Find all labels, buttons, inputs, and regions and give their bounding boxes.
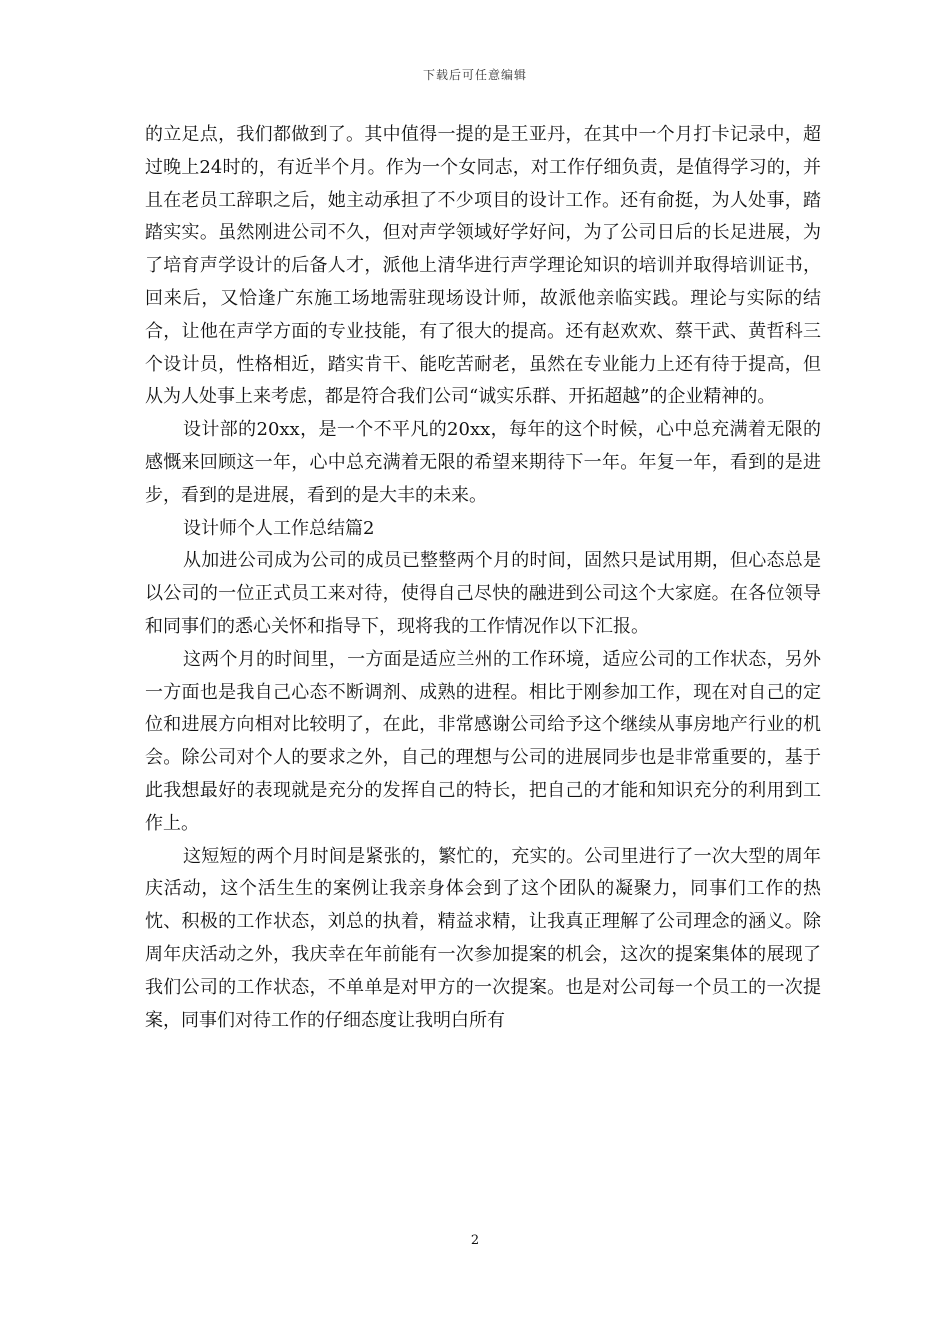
document-body [145,119,821,1037]
page-header: 下载后可任意编辑 [422,68,527,82]
page-number: 2 [470,1233,480,1248]
section-heading: 设计师个人工作总结篇2 [183,517,375,539]
paragraph-anniversary: 这短短的两个月时间是紧张的，繁忙的，充实的。公司里进行了一次大型的周年庆活动，这个活生生的案例让我亲身体会到了这个团队的凝聚力，同事们工作的热忱、积极的工作状态，刘总的执着，精益求精，让我真正理解了公司理念的涵义。除周年庆活动之外，我庆幸在年前能有一次参加提案的机会，这次的提案集体的展现了我们公司的工作状态，不单单是对甲方的一次提案。也是对公司每一个员工的一次提案，同事们对待工作的仔细态度让我明白所有 [145,845,821,1031]
paragraph-design-dept-summary: 设计部的20xx，是一个不平凡的20xx，每年的这个时候，心中总充满着无限的感慨来回顾这一年，心中总充满着无限的希望来期待下一年。年复一年，看到的是进步，看到的是进展，看到的是大丰的未来。 [145,419,821,506]
paragraph-continuation: 的立足点，我们都做到了。其中值得一提的是王亚丹，在其中一个月打卡记录中，超过晚上24时的，有近半个月。作为一个女同志，对工作仔细负责，是值得学习的，并且在老员工辞职之后，她主动承担了不少项目的设计工作。还有俞挺，为人处事，踏踏实实。虽然刚进公司不久，但对声学领域好学好问，为了公司日后的长足进展，为了培育声学设计的后备人才，派他上清华进行声学理论知识的培训并取得培训证书，回来后，又恰逢广东施工场地需驻现场设计师，故派他亲临实践。理论与实际的结合，让他在声学方面的专业技能，有了很大的提高。还有赵欢欢、蔡干武、黄哲科三个设计员，性格相近，踏实肯干、能吃苦耐老，虽然在专业能力上还有待于提高，但从为人处事上来考虑，都是符合我们公司“诚实乐群、开拓超越”的企业精神的。 [145,124,821,408]
paragraph-intro: 从加进公司成为公司的成员已整整两个月的时间，固然只是试用期，但心态总是以公司的一位正式员工来对待，使得自己尽快的融进到公司这个大家庭。在各位领导和同事们的悉心关怀和指导下，现将我的工作情况作以下汇报。 [145,550,821,637]
paragraph-two-months: 这两个月的时间里，一方面是适应兰州的工作环境，适应公司的工作状态，另外一方面也是我自己心态不断调剂、成熟的进程。相比于刚参加工作，现在对自己的定位和进展方向相对比较明了，在此，非常感谢公司给予这个继续从事房地产行业的机会。除公司对个人的要求之外，自己的理想与公司的进展同步也是非常重要的，基于此我想最好的表现就是充分的发挥自己的特长，把自己的才能和知识充分的利用到工作上。 [145,648,821,834]
